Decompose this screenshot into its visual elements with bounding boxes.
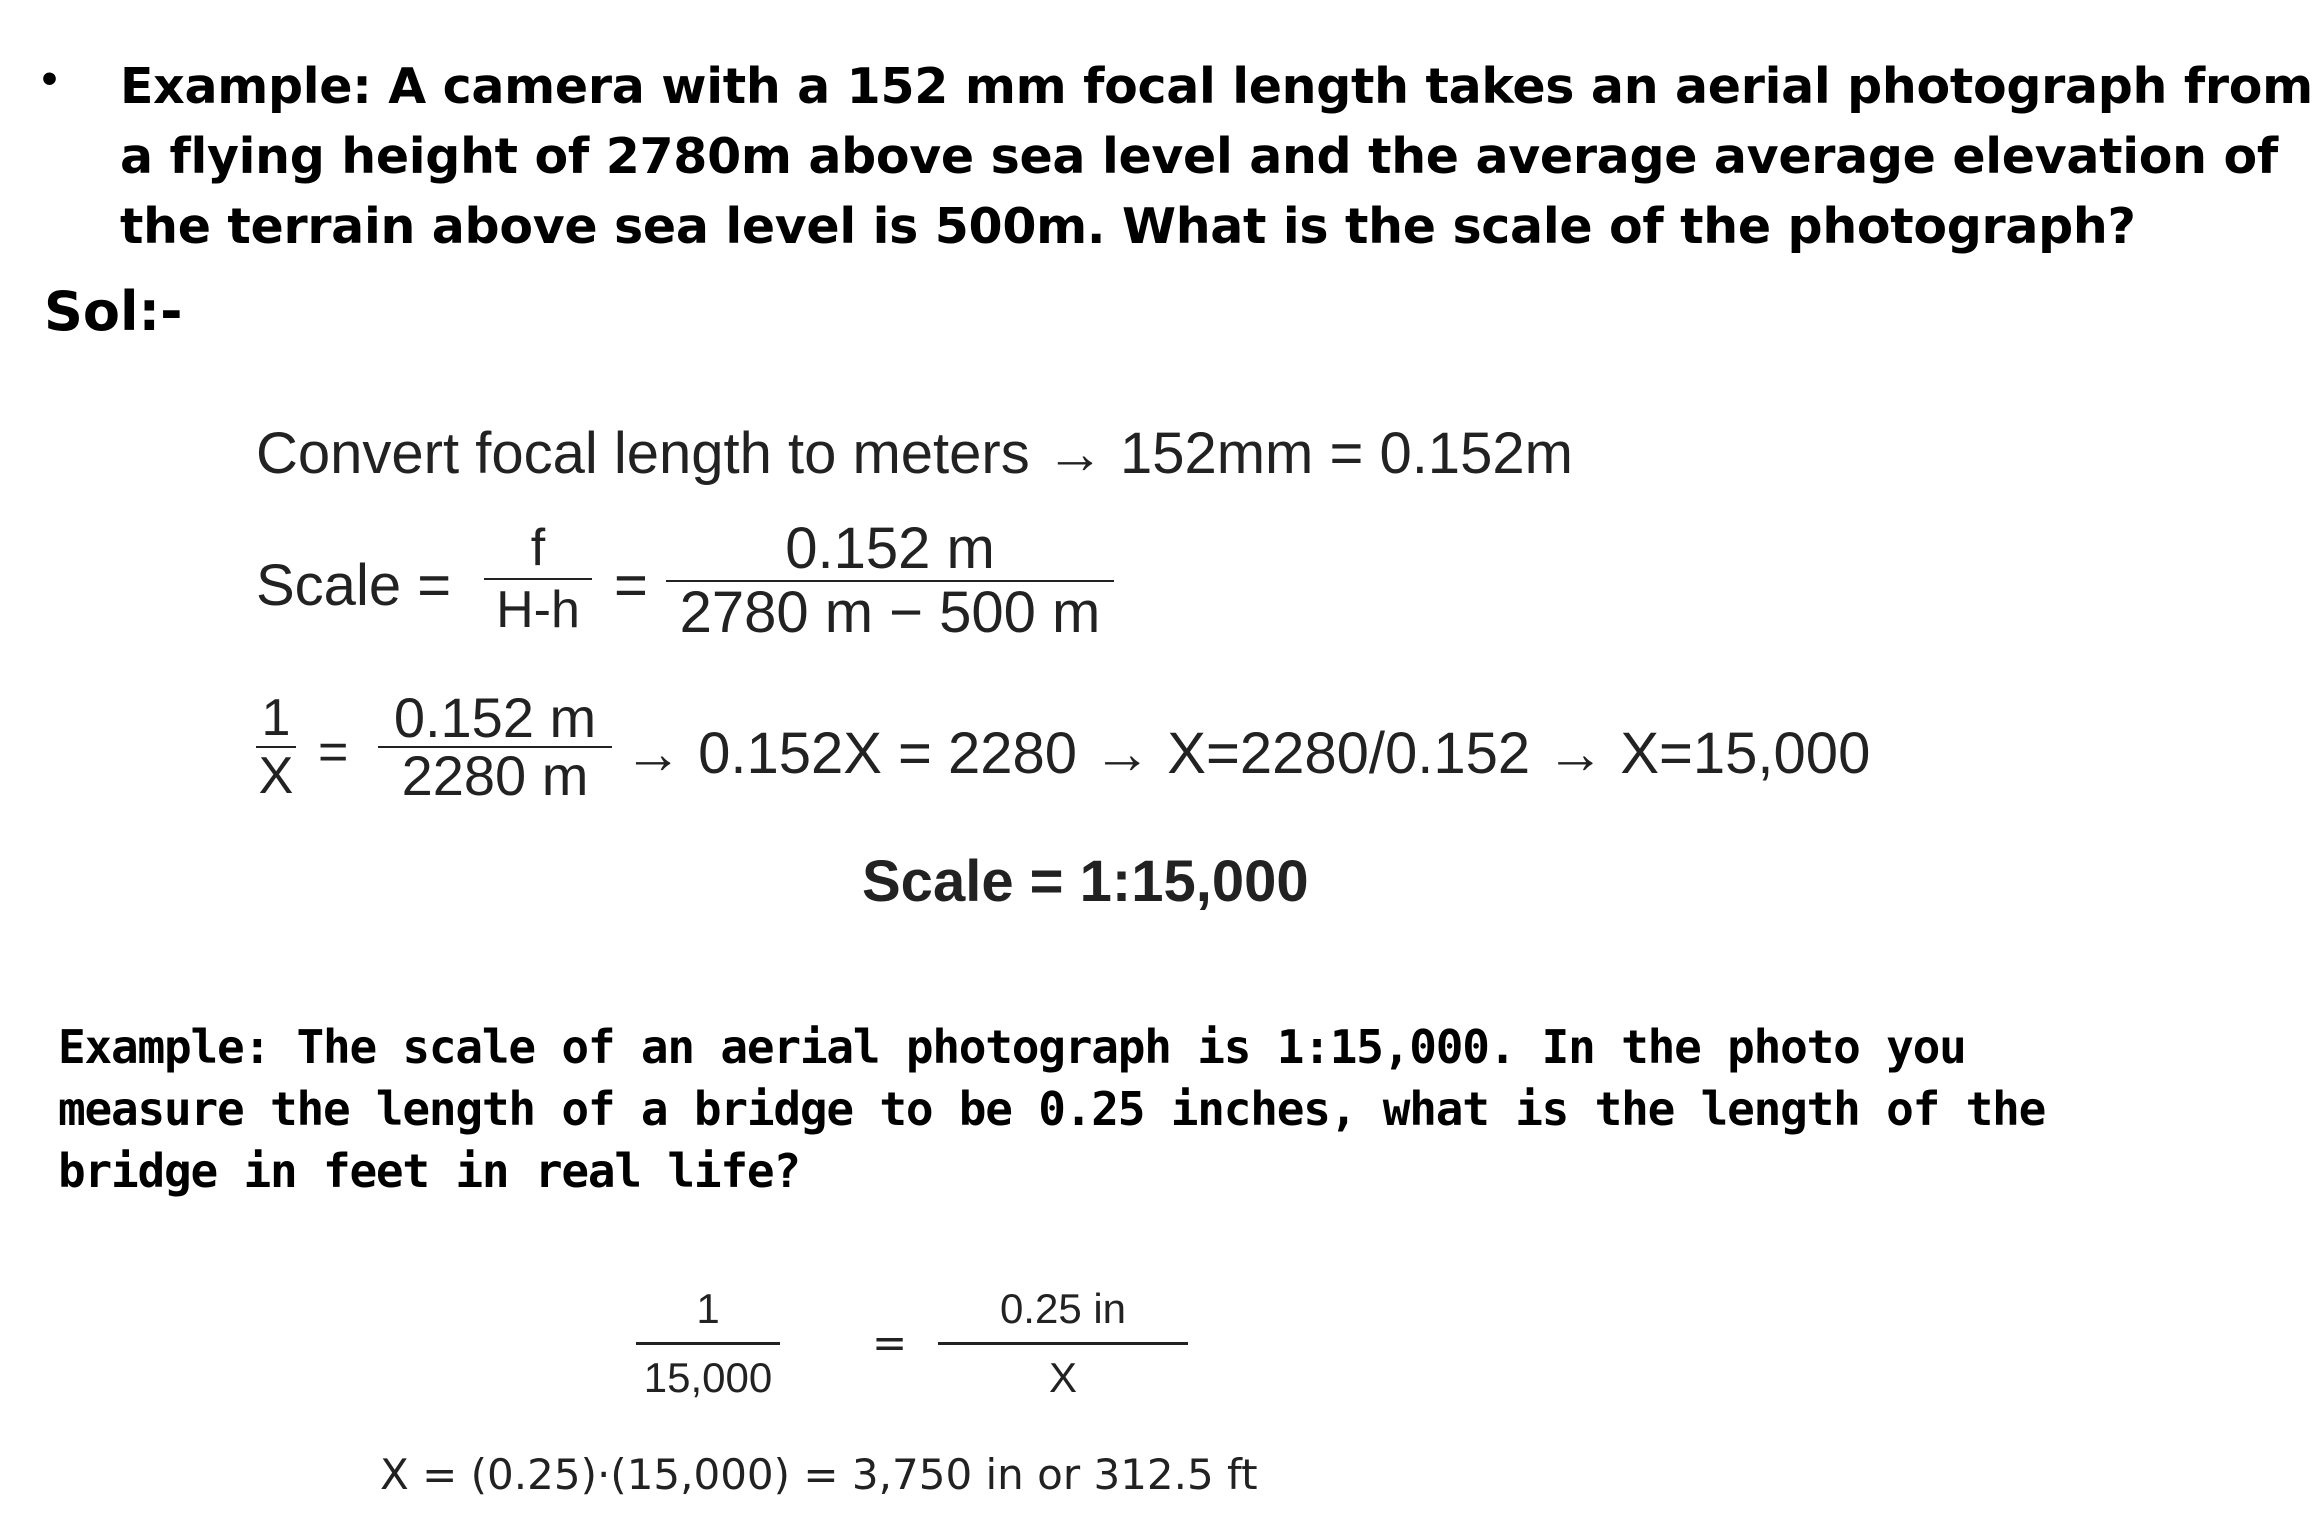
fraction-1-over-X: [256, 690, 296, 804]
fraction-numerator: 0.152 m: [393, 686, 597, 749]
equals-sign: =: [318, 723, 349, 781]
fraction-focal-over-2280: [378, 686, 612, 807]
fraction-f-over-H-h: [484, 518, 592, 640]
fraction-denominator: X: [258, 747, 294, 805]
bridge-length-result: X = (0.25)·(15,000) = 3,750 in or 312.5 ft: [380, 1450, 1258, 1499]
bullet-point: •: [38, 60, 62, 101]
fraction-denominator: 15,000: [643, 1354, 773, 1401]
fraction-denominator: H-h: [496, 581, 580, 639]
fraction-numerator: 1: [696, 1285, 720, 1332]
example-1-question: [120, 52, 2313, 262]
solution-steps: → 0.152X = 2280 → X=2280/0.152 → X=15,000: [624, 721, 1871, 786]
example-1-line-1: Example: A camera with a 152 mm focal length takes an aerial photograph from: [120, 58, 2313, 115]
fraction-denominator: 2780 m − 500 m: [679, 580, 1101, 645]
example-1-line-2: a flying height of 2780m above sea level and the average average elevation of: [120, 128, 2278, 185]
fraction-denominator: 2280 m: [401, 744, 589, 807]
fraction-025in-over-X: [938, 1282, 1188, 1405]
fraction-numerator: 0.152 m: [785, 516, 995, 581]
equals-sign: =: [614, 553, 648, 618]
fraction-focal-over-height: [666, 518, 1114, 644]
solution-label: Sol:-: [44, 280, 183, 343]
example-2-line-1: Example: The scale of an aerial photograph is 1:15,000. In the photo you: [58, 1020, 1966, 1074]
fraction-1-over-15000: [636, 1282, 780, 1405]
example-2-line-3: bridge in feet in real life?: [58, 1144, 800, 1198]
fraction-denominator: X: [1048, 1354, 1077, 1401]
scale-label: Scale =: [256, 553, 452, 618]
convert-focal-length-line: Convert focal length to meters → 152mm = 0.152m: [256, 421, 1573, 486]
fraction-bar: [636, 1342, 780, 1345]
example-2-question: [58, 1016, 2046, 1202]
fraction-numerator: 1: [261, 689, 291, 747]
fraction-bar: [938, 1342, 1188, 1345]
example-1-line-3: the terrain above sea level is 500m. What is the scale of the photograph?: [120, 198, 2136, 255]
fraction-numerator: 0.25 in: [999, 1285, 1127, 1332]
scale-result: Scale = 1:15,000: [862, 849, 1309, 914]
equals-sign: =: [872, 1318, 908, 1367]
fraction-numerator: f: [530, 519, 546, 577]
example-2-line-2: measure the length of a bridge to be 0.25 inches, what is the length of the: [58, 1082, 2046, 1136]
